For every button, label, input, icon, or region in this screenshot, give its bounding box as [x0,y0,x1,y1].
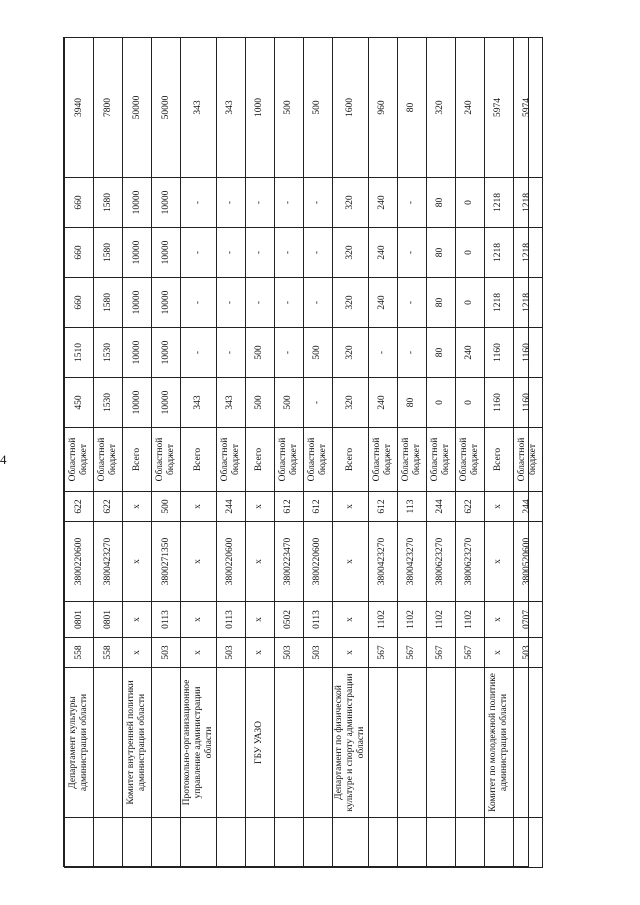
empty-cell [397,818,426,868]
empty-cell [216,818,245,868]
table-cell: - [303,378,332,428]
table-cell: 503 [216,638,245,668]
department-cell [513,668,542,818]
table-cell: 10000 [123,278,152,328]
table-cell: 1218 [513,228,542,278]
table-cell: х [484,492,513,522]
table-cell: 660 [65,228,94,278]
table-cell: 0801 [65,602,94,638]
department-cell [216,668,245,818]
empty-cell [332,818,368,868]
table-cell: 10000 [152,378,181,428]
table-cell: - [181,328,217,378]
table-cell: 3800423270 [397,522,426,602]
table-cell: - [274,278,303,328]
table-cell: х [332,522,368,602]
table-cell: 1102 [455,602,484,638]
table-cell: х [484,602,513,638]
table-cell: 3800623270 [455,522,484,602]
table-cell: 7800 [94,38,123,178]
department-cell [94,668,123,818]
table-cell: Всего [245,428,274,492]
table-cell: 10000 [123,178,152,228]
table-cell: Всего [123,428,152,492]
table-cell: 343 [181,38,217,178]
table-cell: х [245,522,274,602]
table-cell: 80 [397,378,426,428]
table-cell: 1218 [484,228,513,278]
budget-table [64,37,543,868]
table-row [123,38,152,868]
table-cell: 343 [216,38,245,178]
department-cell [303,668,332,818]
table-cell: - [216,278,245,328]
table-cell: 1160 [513,328,542,378]
table-cell: 3800423270 [94,522,123,602]
table-cell: 1600 [332,38,368,178]
table-cell: 660 [65,278,94,328]
table-cell: 10000 [123,228,152,278]
table-cell: х [181,522,217,602]
department-cell [397,668,426,818]
table-cell: 503 [274,638,303,668]
table-cell: 622 [455,492,484,522]
table-cell: - [303,228,332,278]
table-cell: 3800223470 [274,522,303,602]
table-row [513,38,542,868]
table-cell: х [123,492,152,522]
table-cell: 1218 [513,278,542,328]
table-cell: 500 [274,378,303,428]
department-cell: Комитет внутренней политики администрации области [123,668,152,818]
table-cell: х [484,638,513,668]
rotated-table-container [64,38,538,868]
table-cell: х [123,638,152,668]
table-cell: 80 [397,38,426,178]
table-cell: 244 [513,492,542,522]
table-row [332,38,368,868]
table-cell: - [274,178,303,228]
table-cell: 80 [426,328,455,378]
table-cell: 1218 [484,278,513,328]
table-cell: 10000 [123,378,152,428]
table-cell: 1530 [94,328,123,378]
table-cell: - [245,178,274,228]
table-cell: 1160 [513,378,542,428]
table-cell: 50000 [123,38,152,178]
department-cell [426,668,455,818]
department-cell: ГБУ УАЗО [245,668,274,818]
table-cell: 0 [455,178,484,228]
table-row [152,38,181,868]
table-cell: 80 [426,228,455,278]
table-cell: х [123,522,152,602]
table-cell: - [245,228,274,278]
table-cell: 500 [245,328,274,378]
table-cell: 320 [332,178,368,228]
table-cell: 113 [397,492,426,522]
table-row [426,38,455,868]
table-cell: 1580 [94,278,123,328]
table-cell: - [274,228,303,278]
table-cell: 0 [455,278,484,328]
empty-cell [426,818,455,868]
table-cell: 503 [152,638,181,668]
table-row [216,38,245,868]
table-cell: 503 [303,638,332,668]
table-cell: 3800271350 [152,522,181,602]
table-cell: 0 [426,378,455,428]
empty-cell [455,818,484,868]
table-cell: Областной бюджет [397,428,426,492]
table-cell: 240 [368,178,397,228]
table-cell: х [123,602,152,638]
table-cell: 0 [455,228,484,278]
empty-cell [274,818,303,868]
table-cell: 1160 [484,378,513,428]
table-cell: 343 [216,378,245,428]
table-cell: 1218 [484,178,513,228]
table-cell: - [397,278,426,328]
table-cell: 500 [245,378,274,428]
table-cell: - [303,178,332,228]
table-cell: 3940 [65,38,94,178]
table-cell: 240 [368,228,397,278]
table-cell: 612 [274,492,303,522]
table-cell: 558 [65,638,94,668]
table-cell: Всего [181,428,217,492]
table-cell: 567 [455,638,484,668]
department-cell: Протокольно-организационное управление администрации области [181,668,217,818]
table-cell: Областной бюджет [216,428,245,492]
table-cell: 500 [303,38,332,178]
table-cell: 244 [216,492,245,522]
table-cell: 3800623270 [426,522,455,602]
table-cell: - [368,328,397,378]
table-cell: 5974 [484,38,513,178]
table-cell: х [332,492,368,522]
table-cell: 240 [368,278,397,328]
empty-cell [94,818,123,868]
department-cell [152,668,181,818]
table-cell: - [274,328,303,378]
table-cell: - [181,278,217,328]
table-cell: Всего [484,428,513,492]
table-cell: Областной бюджет [303,428,332,492]
table-cell: - [397,328,426,378]
table-cell: 320 [332,328,368,378]
table-cell: - [303,278,332,328]
table-cell: 1160 [484,328,513,378]
table-cell: 3800220600 [216,522,245,602]
table-row [65,38,94,868]
table-cell: 1580 [94,228,123,278]
table-cell: 567 [397,638,426,668]
page-number: 4 [0,452,7,467]
table-row [245,38,274,868]
table-cell: Всего [332,428,368,492]
table-cell: 1218 [513,178,542,228]
table-cell: 240 [455,38,484,178]
empty-cell [245,818,274,868]
table-cell: 10000 [152,178,181,228]
table-cell: 1530 [94,378,123,428]
table-cell: 0502 [274,602,303,638]
table-cell: Областной бюджет [368,428,397,492]
table-cell: 0113 [216,602,245,638]
department-cell: Департамент культуры администрации области [65,668,94,818]
table-cell: х [332,602,368,638]
table-cell: х [332,638,368,668]
table-cell: 1510 [65,328,94,378]
budget-table-frame [63,37,538,867]
table-cell: 10000 [152,228,181,278]
table-row [368,38,397,868]
table-cell: 567 [368,638,397,668]
table-cell: Областной бюджет [455,428,484,492]
table-cell: Областной бюджет [274,428,303,492]
table-cell: 660 [65,178,94,228]
empty-cell [65,818,94,868]
table-cell: - [216,228,245,278]
table-cell: 240 [455,328,484,378]
table-cell: х [181,638,217,668]
table-cell: х [245,602,274,638]
empty-cell [152,818,181,868]
table-cell: 0113 [303,602,332,638]
table-cell: 558 [94,638,123,668]
table-cell: 320 [332,228,368,278]
table-cell: 10000 [152,278,181,328]
table-cell: Областной бюджет [65,428,94,492]
table-cell: 50000 [152,38,181,178]
table-cell: 320 [426,38,455,178]
table-row [484,38,513,868]
table-cell: 80 [426,278,455,328]
table-cell: - [216,178,245,228]
table-cell: 240 [368,378,397,428]
table-cell: 567 [426,638,455,668]
table-row [94,38,123,868]
table-cell: 320 [332,378,368,428]
table-row [303,38,332,868]
table-row [181,38,217,868]
table-cell: 622 [94,492,123,522]
department-cell: Департамент по физической культуре и спорту администрации области [332,668,368,818]
table-cell: х [181,492,217,522]
table-cell: 1000 [245,38,274,178]
table-cell: 244 [426,492,455,522]
table-cell: 0 [455,378,484,428]
table-cell: Областной бюджет [513,428,542,492]
table-cell: Областной бюджет [152,428,181,492]
empty-cell [368,818,397,868]
table-cell: х [245,492,274,522]
department-cell [274,668,303,818]
table-cell: 5974 [513,38,542,178]
table-cell: х [484,522,513,602]
table-cell: 960 [368,38,397,178]
table-cell: 3800220600 [303,522,332,602]
table-cell: х [245,638,274,668]
table-cell: 3800220600 [65,522,94,602]
table-cell: - [245,278,274,328]
table-cell: 500 [303,328,332,378]
empty-cell [303,818,332,868]
table-cell: 3800423270 [368,522,397,602]
empty-cell [123,818,152,868]
table-row [455,38,484,868]
table-row [274,38,303,868]
table-cell: Областной бюджет [426,428,455,492]
table-cell: 1102 [368,602,397,638]
table-cell: 622 [65,492,94,522]
department-cell [455,668,484,818]
table-cell: - [181,228,217,278]
table-cell: Областной бюджет [94,428,123,492]
table-cell: 320 [332,278,368,328]
table-cell: - [181,178,217,228]
table-cell: - [397,178,426,228]
table-cell: 1102 [397,602,426,638]
table-cell: 450 [65,378,94,428]
table-cell: 500 [152,492,181,522]
table-row [397,38,426,868]
table-cell: 10000 [123,328,152,378]
department-cell: Комитет по молодежной политике администрации области [484,668,513,818]
table-cell: 0801 [94,602,123,638]
table-cell: 1580 [94,178,123,228]
empty-cell [181,818,217,868]
table-cell: 3800520600 [513,522,542,602]
table-cell: х [181,602,217,638]
table-cell: - [397,228,426,278]
table-cell: 503 [513,638,542,668]
table-cell: 80 [426,178,455,228]
table-cell: 612 [368,492,397,522]
table-cell: 10000 [152,328,181,378]
table-cell: 612 [303,492,332,522]
table-cell: 0113 [152,602,181,638]
table-cell: 1102 [426,602,455,638]
table-cell: - [216,328,245,378]
table-cell: 500 [274,38,303,178]
empty-cell [484,818,513,868]
empty-cell [513,818,542,868]
department-cell [368,668,397,818]
table-cell: 0707 [513,602,542,638]
table-cell: 343 [181,378,217,428]
